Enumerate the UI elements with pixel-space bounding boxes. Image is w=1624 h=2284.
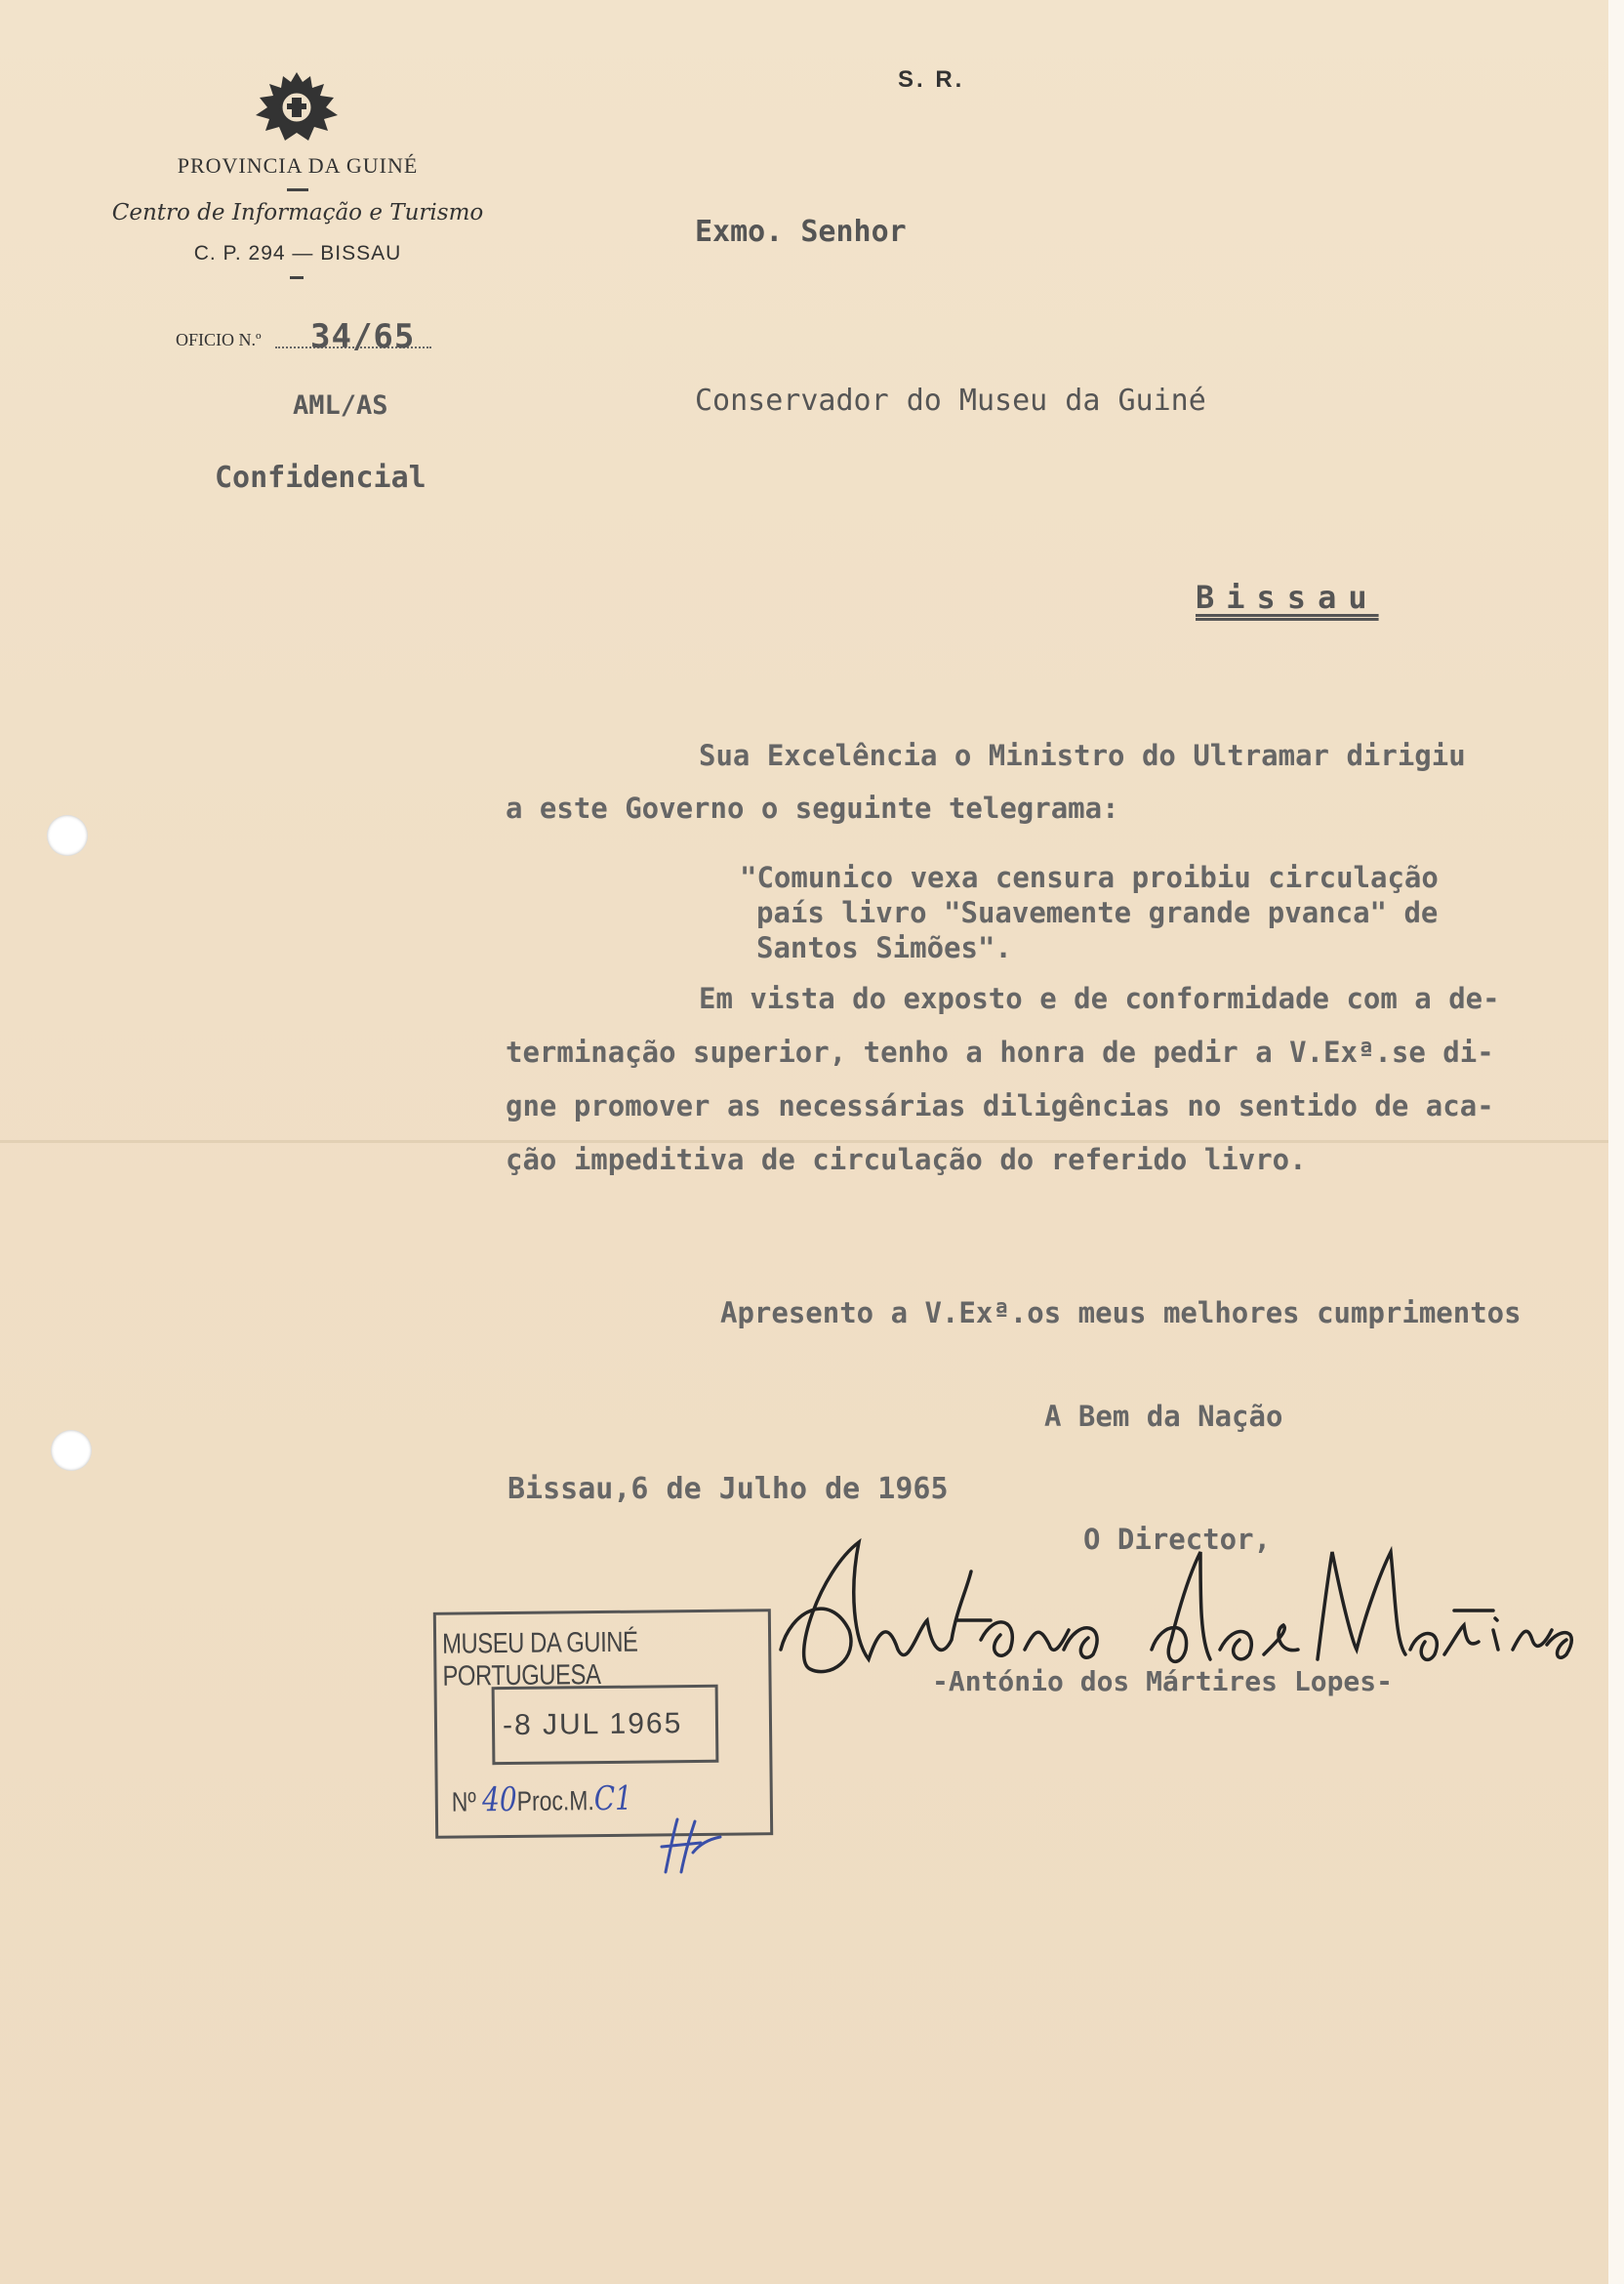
- letterhead-divider-small: [290, 276, 304, 279]
- telegram-line: país livro "Suavemente grande pvanca" de: [756, 896, 1439, 929]
- recipient-title: Conservador do Museu da Guiné: [695, 384, 1206, 418]
- signer-role: O Director,: [1083, 1523, 1272, 1556]
- stamp-proc-value: C1: [593, 1778, 633, 1819]
- coat-of-arms-icon: [252, 68, 342, 146]
- letterhead-centre-name: Centro de Informação e Turismo: [111, 200, 484, 225]
- punch-hole-bottom: [51, 1430, 92, 1471]
- stamp-number-label: Nº: [451, 1786, 476, 1817]
- reference-code: AML/AS: [293, 390, 388, 421]
- oficio-label: OFICIO N.º: [176, 330, 262, 349]
- body-paragraph-line: ção impeditiva de circulação do referido livro.: [506, 1143, 1307, 1176]
- museum-receipt-stamp: [433, 1609, 773, 1839]
- body-intro-line: Sua Excelência o Ministro do Ultramar dirigiu: [699, 739, 1466, 772]
- stamp-proc-label: Proc.M.: [516, 1785, 594, 1816]
- signer-name: -António dos Mártires Lopes-: [932, 1665, 1394, 1697]
- classification: Confidencial: [215, 461, 426, 495]
- letterhead-address: C. P. 294 — BISSAU: [193, 242, 402, 265]
- stamp-number: 40: [481, 1779, 517, 1820]
- page-edge: [1608, 0, 1624, 2284]
- body-paragraph-line: Em vista do exposto e de conformidade com a de-: [699, 982, 1500, 1015]
- letterhead-divider: [287, 188, 308, 191]
- telegram-line: "Comunico vexa censura proibiu circulação: [740, 861, 1439, 894]
- body-paragraph-line: gne promover as necessárias diligências no sentido de aca-: [506, 1089, 1494, 1122]
- telegram-line: Santos Simões".: [756, 931, 1012, 964]
- body-paragraph-line: terminação superior, tenho a honra de pedir a V.Exª.se di-: [506, 1036, 1494, 1069]
- punch-hole-top: [47, 815, 88, 856]
- recipient-city: Bissau: [1196, 579, 1379, 616]
- letterhead-province: PROVINCIA DA GUINÉ: [177, 153, 419, 178]
- closing-motto: A Bem da Nação: [1044, 1400, 1283, 1433]
- salutation: Exmo. Senhor: [695, 215, 907, 249]
- stamp-number-line: [452, 1779, 632, 1820]
- closing-regards: Apresento a V.Exª.os meus melhores cumprimentos: [720, 1296, 1522, 1329]
- stamp-title: MUSEU DA GUINÉ PORTUGUESA: [441, 1626, 638, 1693]
- stamp-date-box: [492, 1685, 719, 1765]
- oficio-number: 34/65: [310, 317, 416, 356]
- handwritten-initials: [652, 1814, 730, 1882]
- letter-date: Bissau,6 de Julho de 1965: [508, 1472, 949, 1506]
- body-intro-line: a este Governo o seguinte telegrama:: [506, 792, 1119, 825]
- header-mark: S. R.: [898, 66, 965, 93]
- stamp-date: -8 JUL 1965: [502, 1707, 683, 1742]
